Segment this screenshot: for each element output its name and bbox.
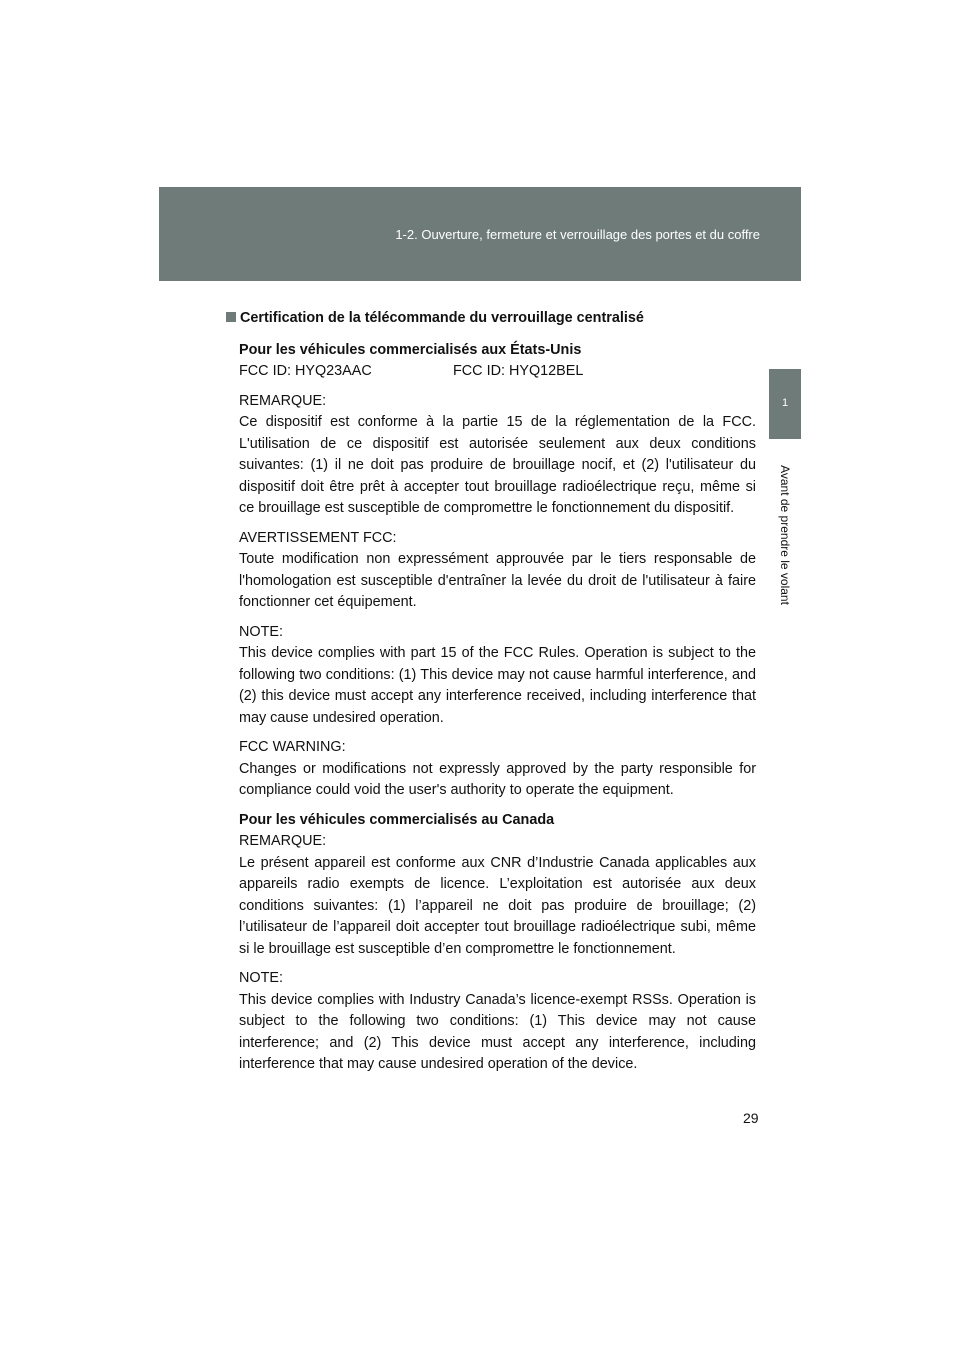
us-note-text: This device complies with part 15 of the FCC Rules. Operation is subject to the following two conditions: (1) This device may not cause harmful interference, and (2) this device must accept any interference received, including interference that may cause undesired operation. xyxy=(239,645,756,726)
section-heading xyxy=(226,308,756,330)
page-content xyxy=(226,308,756,1084)
section-heading-text: Certification de la télécommande du verrouillage centralisé xyxy=(240,310,644,326)
us-warning xyxy=(239,528,756,614)
ca-note-title: NOTE: xyxy=(239,970,283,986)
chapter-number: 1 xyxy=(781,397,789,409)
square-bullet-icon xyxy=(226,312,236,322)
ca-note xyxy=(239,968,756,1076)
ca-section xyxy=(239,810,756,961)
us-warning-title: AVERTISSEMENT FCC: xyxy=(239,529,397,546)
us-subheading: Pour les véhicules commercialisés aux États-Unis xyxy=(239,341,582,358)
us-remark xyxy=(239,391,756,520)
us-warning-text: Toute modification non expressément approuvée par le tiers responsable de l'homologation est susceptible d'entraîner la levée du droit de l'utilisateur à faire fonctionner cet équipement. xyxy=(239,551,756,610)
us-note-title: NOTE: xyxy=(239,623,283,640)
page-number: 29 xyxy=(743,1110,759,1126)
fcc-warning-text: Changes or modifications not expressly approved by the party responsible for compliance could void the user's authority to operate the equipment. xyxy=(239,760,756,798)
ca-remark-text: Le présent appareil est conforme aux CNR d’Industrie Canada applicables aux appareils radio exempts de licence. L’exploitation est autorisée aux deux conditions suivantes: (1) l’appareil ne doit pas produire de brouillage; (2) l’utilisateur de l’appareil doit accepter tout brouillage radioélectrique subi, même si le brouillage est susceptible d’en compromettre le fonctionnement. xyxy=(239,854,756,957)
us-note xyxy=(239,622,756,730)
fcc-id-row xyxy=(239,361,756,383)
ca-note-text: This device complies with Industry Canada’s licence-exempt RSSs. Operation is subject to the following two conditions: (1) This device may not cause interference; and (2) This device must accept any interference, including interference that may cause undesired operation of the device. xyxy=(239,991,756,1072)
chapter-tab xyxy=(769,369,801,439)
chapter-label: Avant de prendre le volant xyxy=(778,465,792,605)
fcc-warning xyxy=(239,737,756,802)
us-remark-title: REMARQUE: xyxy=(239,392,327,409)
header-band xyxy=(159,187,801,281)
fcc-id-2: FCC ID: HYQ12BEL xyxy=(453,363,584,379)
ca-remark-title: REMARQUE: xyxy=(239,833,327,849)
us-section xyxy=(239,340,756,383)
header-title: 1-2. Ouverture, fermeture et verrouillage des portes et du coffre xyxy=(395,227,760,242)
fcc-id-1: FCC ID: HYQ23AAC xyxy=(239,363,372,379)
us-remark-text: Ce dispositif est conforme à la partie 15 de la réglementation de la FCC. L'utilisation de ce dispositif est autorisée seulement aux deux conditions suivantes: (1) il ne doit pas produire de brouillage nocif, et (2) l'utilisateur du dispositif doit être prêt à accepter tout brouillage radioélectrique reçu, même si ce brouillage est susceptible de compromettre le fonctionnement du dispositif. xyxy=(239,414,756,516)
fcc-warning-title: FCC WARNING: xyxy=(239,739,346,755)
ca-subheading: Pour les véhicules commercialisés au Canada xyxy=(239,811,555,828)
